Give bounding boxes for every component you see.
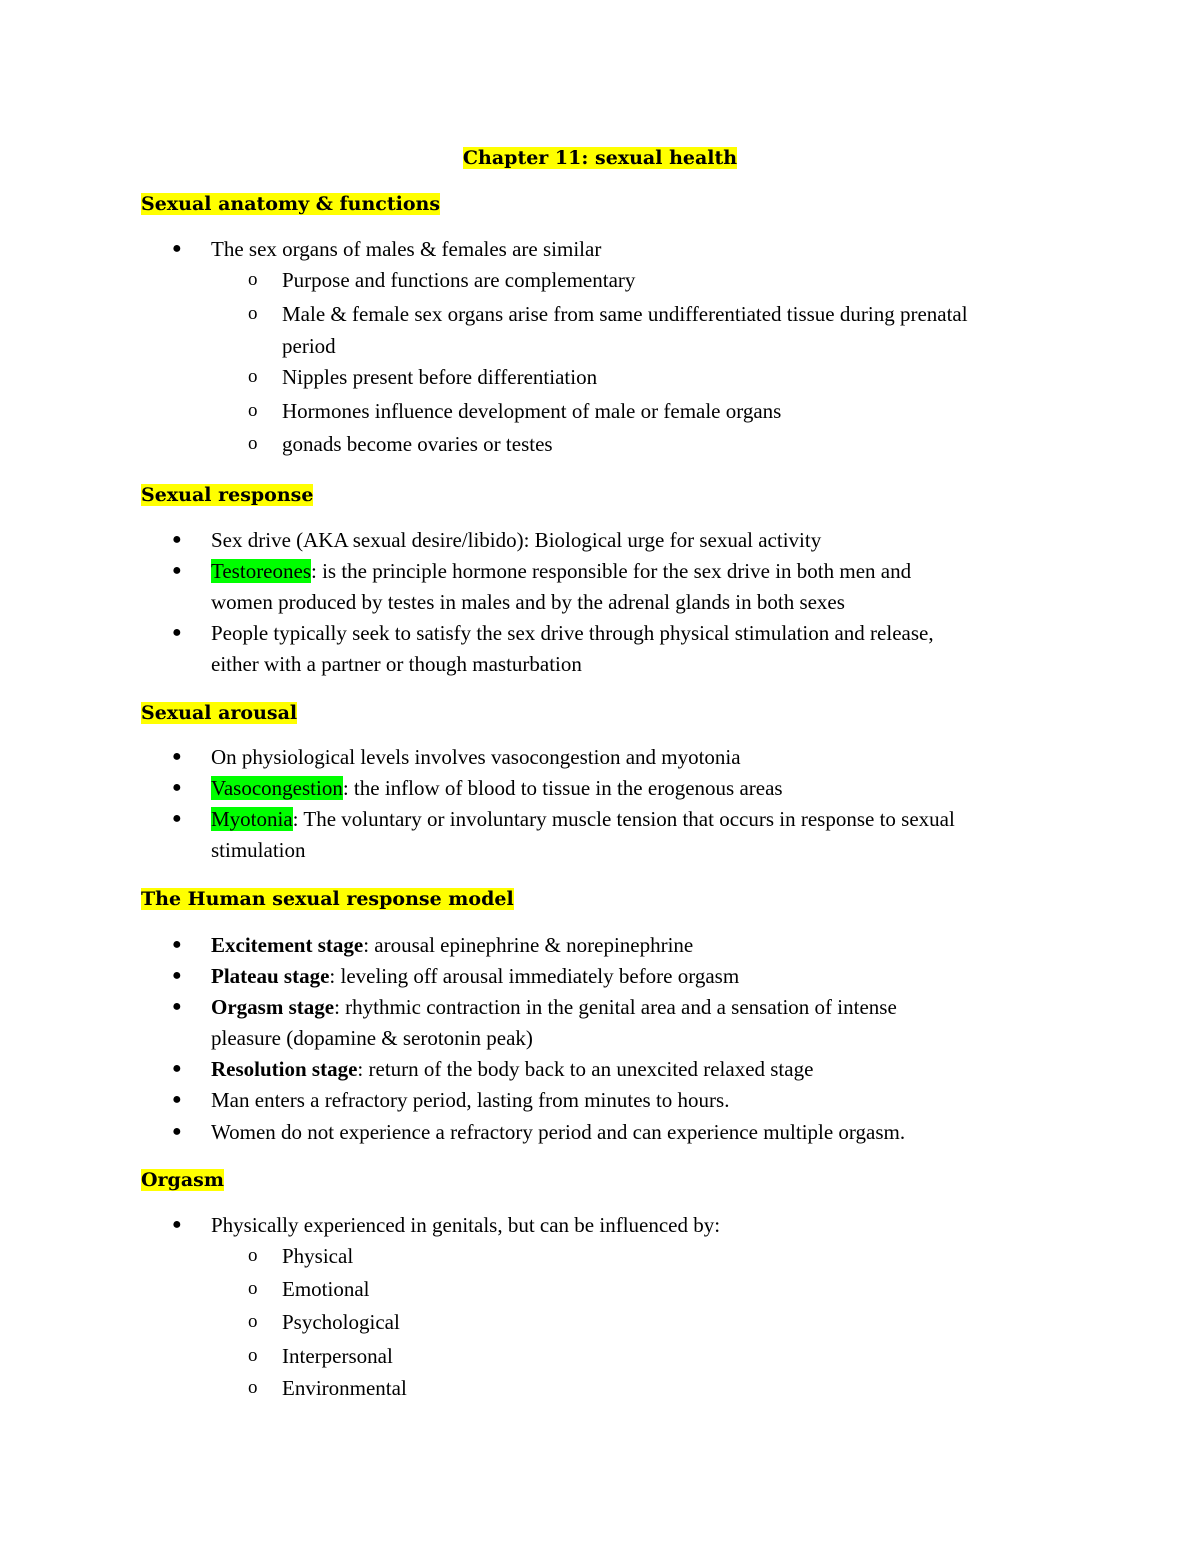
bullet-icon: ● — [172, 1123, 182, 1140]
list-item: Man enters a refractory period, lasting from minutes to hours. — [211, 1088, 730, 1112]
page-title: Chapter 11: sexual health — [462, 147, 738, 169]
sub-list-item: Purpose and functions are complementary — [282, 268, 636, 292]
list-item: Resolution stage: return of the body back to an unexcited relaxed stage — [211, 1057, 814, 1081]
bullet-icon: ● — [172, 240, 182, 257]
sub-bullet-icon: o — [248, 1345, 258, 1366]
sub-bullet-icon: o — [248, 1278, 258, 1299]
list-item: People typically seek to satisfy the sex drive through physical stimulation and release, — [211, 621, 934, 645]
bullet-icon: ● — [172, 748, 182, 765]
section-heading: Sexual anatomy & functions — [141, 193, 441, 215]
sub-list-item: Emotional — [282, 1277, 370, 1301]
sub-list-item: Psychological — [282, 1310, 400, 1334]
list-item: Sex drive (AKA sexual desire/libido): Biological urge for sexual activity — [211, 528, 822, 552]
sub-list-item: Nipples present before differentiation — [282, 365, 598, 389]
bullet-icon: ● — [172, 624, 182, 641]
bullet-icon: ● — [172, 779, 182, 796]
sub-bullet-icon: o — [248, 303, 258, 324]
list-item: Testoreones: is the principle hormone responsible for the sex drive in both men and — [211, 559, 912, 583]
list-item: The sex organs of males & females are similar — [211, 237, 602, 261]
sub-list-item: Physical — [282, 1244, 354, 1268]
list-item-continued: stimulation — [211, 838, 306, 862]
sub-list-item-continued: period — [282, 334, 336, 358]
sub-bullet-icon: o — [248, 1377, 258, 1398]
list-item: Orgasm stage: rhythmic contraction in the genital area and a sensation of intense — [211, 995, 897, 1019]
list-item: Vasocongestion: the inflow of blood to tissue in the erogenous areas — [211, 776, 783, 800]
list-item: Women do not experience a refractory period and can experience multiple orgasm. — [211, 1120, 906, 1144]
sub-list-item: gonads become ovaries or testes — [282, 432, 553, 456]
bullet-icon: ● — [172, 967, 182, 984]
list-item: Plateau stage: leveling off arousal immediately before orgasm — [211, 964, 740, 988]
list-item: Physically experienced in genitals, but can be influenced by: — [211, 1213, 721, 1237]
highlighted-term: Testoreones — [211, 559, 311, 583]
bullet-icon: ● — [172, 562, 182, 579]
bullet-icon: ● — [172, 998, 182, 1015]
list-item: On physiological levels involves vasocongestion and myotonia — [211, 745, 741, 769]
bullet-icon: ● — [172, 936, 182, 953]
list-item-continued: either with a partner or though masturbation — [211, 652, 582, 676]
sub-bullet-icon: o — [248, 433, 258, 454]
bullet-icon: ● — [172, 1091, 182, 1108]
list-item: Myotonia: The voluntary or involuntary muscle tension that occurs in response to sexual — [211, 807, 955, 831]
bullet-icon: ● — [172, 810, 182, 827]
section-heading: The Human sexual response model — [141, 888, 514, 910]
sub-bullet-icon: o — [248, 1245, 258, 1266]
sub-list-item: Male & female sex organs arise from same undifferentiated tissue during prenatal — [282, 302, 968, 326]
highlighted-term: Myotonia — [211, 807, 293, 831]
bullet-icon: ● — [172, 1060, 182, 1077]
sub-bullet-icon: o — [248, 269, 258, 290]
sub-list-item: Environmental — [282, 1376, 407, 1400]
section-heading: Orgasm — [141, 1169, 224, 1191]
sub-bullet-icon: o — [248, 1311, 258, 1332]
list-item-continued: pleasure (dopamine & serotonin peak) — [211, 1026, 533, 1050]
highlighted-term: Vasocongestion — [211, 776, 343, 800]
list-item-continued: women produced by testes in males and by the adrenal glands in both sexes — [211, 590, 845, 614]
section-heading: Sexual response — [141, 484, 314, 506]
sub-bullet-icon: o — [248, 400, 258, 421]
sub-list-item: Interpersonal — [282, 1344, 393, 1368]
list-item: Excitement stage: arousal epinephrine & norepinephrine — [211, 933, 694, 957]
bullet-icon: ● — [172, 1216, 182, 1233]
bullet-icon: ● — [172, 531, 182, 548]
sub-list-item: Hormones influence development of male or female organs — [282, 399, 782, 423]
section-heading: Sexual arousal — [141, 702, 298, 724]
sub-bullet-icon: o — [248, 366, 258, 387]
